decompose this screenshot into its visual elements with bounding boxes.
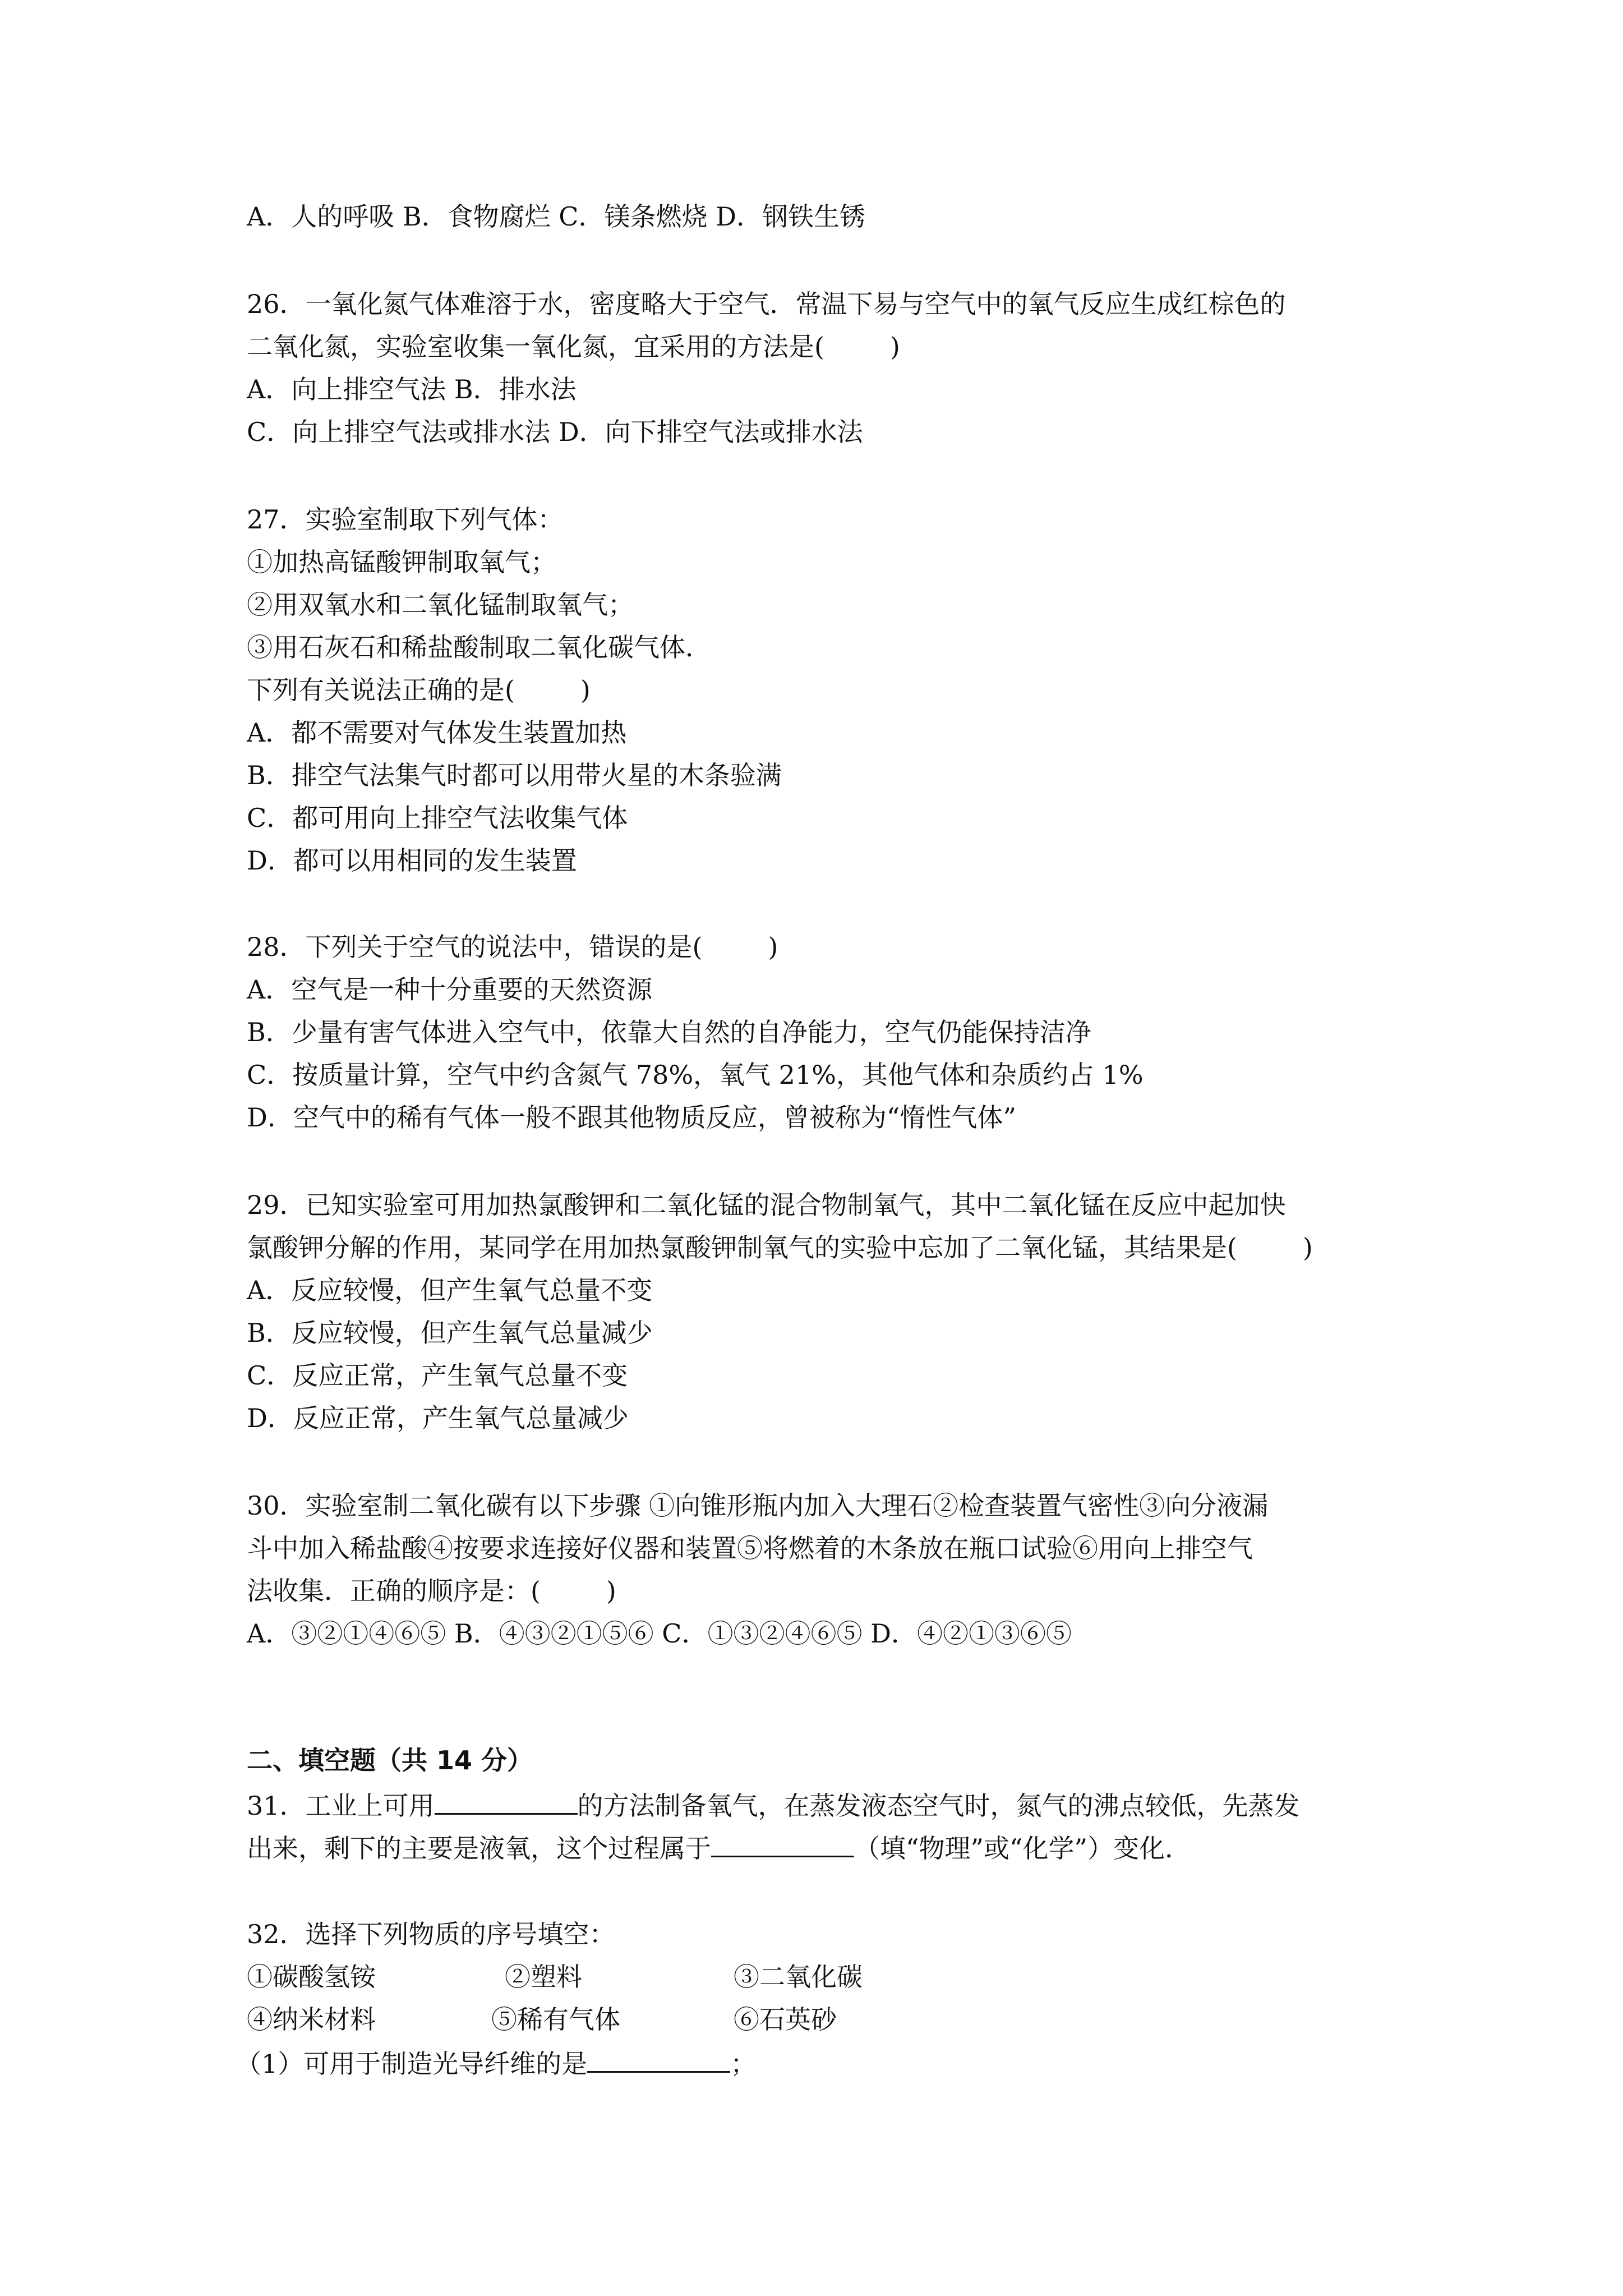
q27-stem: 27．实验室制取下列气体：: [247, 504, 564, 535]
q31-blank-2[interactable]: [711, 1830, 854, 1857]
q27-question: 下列有关说法正确的是( ): [247, 675, 591, 705]
q32-option-1: ①碳酸氢铵: [247, 1962, 376, 1992]
q30-stem-line1: 30．实验室制二氧化碳有以下步骤 ①向锥形瓶内加入大理石②检查装置气密性③向分液漏: [247, 1490, 1269, 1521]
q25-options: A．人的呼吸 B．食物腐烂 C．镁条燃烧 D．钢铁生锈: [247, 201, 865, 232]
q32-option-5: ⑤稀有气体: [491, 2004, 620, 2035]
q28-option-c: C．按质量计算，空气中约含氮气 78%，氧气 21%，其他气体和杂质约占 1%: [247, 1060, 1144, 1090]
q31-line2: [247, 1830, 1191, 1864]
q30-stem-line2: 斗中加入稀盐酸④按要求连接好仪器和装置⑤将燃着的木条放在瓶口试验⑥用向上排空气: [247, 1533, 1253, 1563]
q31-text-2: 的方法制备氧气，在蒸发液态空气时，氮气的沸点较低，先蒸发: [577, 1791, 1300, 1821]
q29-stem-line1: 29．已知实验室可用加热氯酸钾和二氧化锰的混合物制氧气，其中二氧化锰在反应中起加快: [247, 1190, 1286, 1220]
q31-text-4: （填“物理”或“化学”）变化．: [854, 1833, 1191, 1864]
section-title: 二、填空题（共 14 分）: [247, 1745, 533, 1775]
q32-option-2: ②塑料: [505, 1962, 582, 1992]
q28-option-a: A．空气是一种十分重要的天然资源: [247, 974, 653, 1005]
q32-sub1-text: （1）可用于制造光导纤维的是: [236, 2049, 588, 2079]
q30-options: A．③②①④⑥⑤ B．④③②①⑤⑥ C．①③②④⑥⑤ D．④②①③⑥⑤: [247, 1618, 1072, 1649]
q26-stem-line1: 26．一氧化氮气体难溶于水，密度略大于空气．常温下易与空气中的氧气反应生成红棕色的: [247, 289, 1286, 319]
q32-stem: 32．选择下列物质的序号填空：: [247, 1919, 615, 1949]
q32-sub-question-1: [236, 2045, 756, 2079]
q32-option-4: ④纳米材料: [247, 2004, 376, 2035]
q27-option-a: A．都不需要对气体发生装置加热: [247, 717, 627, 748]
q31-blank-1[interactable]: [435, 1787, 578, 1815]
q29-option-b: B．反应较慢，但产生氧气总量减少: [247, 1318, 653, 1348]
q32-sub1-end: ；: [730, 2049, 757, 2079]
q27-option-c: C．都可用向上排空气法收集气体: [247, 803, 628, 833]
q27-option-d: D．都可以用相同的发生装置: [247, 845, 577, 876]
q29-option-a: A．反应较慢，但产生氧气总量不变: [247, 1275, 653, 1305]
q31-text-1: 31．工业上可用: [247, 1791, 435, 1821]
q27-item-1: ①加热高锰酸钾制取氧气；: [247, 547, 556, 577]
q26-options-ab: A．向上排空气法 B．排水法: [247, 374, 577, 404]
q30-stem-line3: 法收集．正确的顺序是：( ): [247, 1576, 616, 1606]
q28-option-b: B．少量有害气体进入空气中，依靠大自然的自净能力，空气仍能保持洁净: [247, 1017, 1091, 1047]
q28-option-d: D．空气中的稀有气体一般不跟其他物质反应，曾被称为“惰性气体”: [247, 1102, 1016, 1133]
q29-stem-line2: 氯酸钾分解的作用，某同学在用加热氯酸钾制氧气的实验中忘加了二氧化锰，其结果是( ): [247, 1232, 1313, 1263]
q32-option-3: ③二氧化碳: [734, 1962, 863, 1992]
q29-option-c: C．反应正常，产生氧气总量不变: [247, 1360, 628, 1391]
q32-options-row-2: [247, 2003, 1088, 2036]
q31-line1: [247, 1787, 1300, 1821]
q28-stem: 28．下列关于空气的说法中，错误的是( ): [247, 932, 778, 962]
q29-option-d: D．反应正常，产生氧气总量减少: [247, 1403, 629, 1433]
q32-option-6: ⑥石英砂: [734, 2004, 837, 2035]
q27-item-2: ②用双氧水和二氧化锰制取氧气；: [247, 590, 634, 620]
q27-option-b: B．排空气法集气时都可以用带火星的木条验满: [247, 760, 782, 790]
q32-blank-1[interactable]: [587, 2045, 730, 2073]
q32-options-row-1: [247, 1960, 1088, 1994]
q26-stem-line2: 二氧化氮，实验室收集一氧化氮，宜采用的方法是( ): [247, 332, 900, 362]
q27-item-3: ③用石灰石和稀盐酸制取二氧化碳气体．: [247, 632, 711, 662]
q31-text-3: 出来，剩下的主要是液氧，这个过程属于: [247, 1833, 711, 1864]
q26-options-cd: C．向上排空气法或排水法 D．向下排空气法或排水法: [247, 417, 863, 447]
